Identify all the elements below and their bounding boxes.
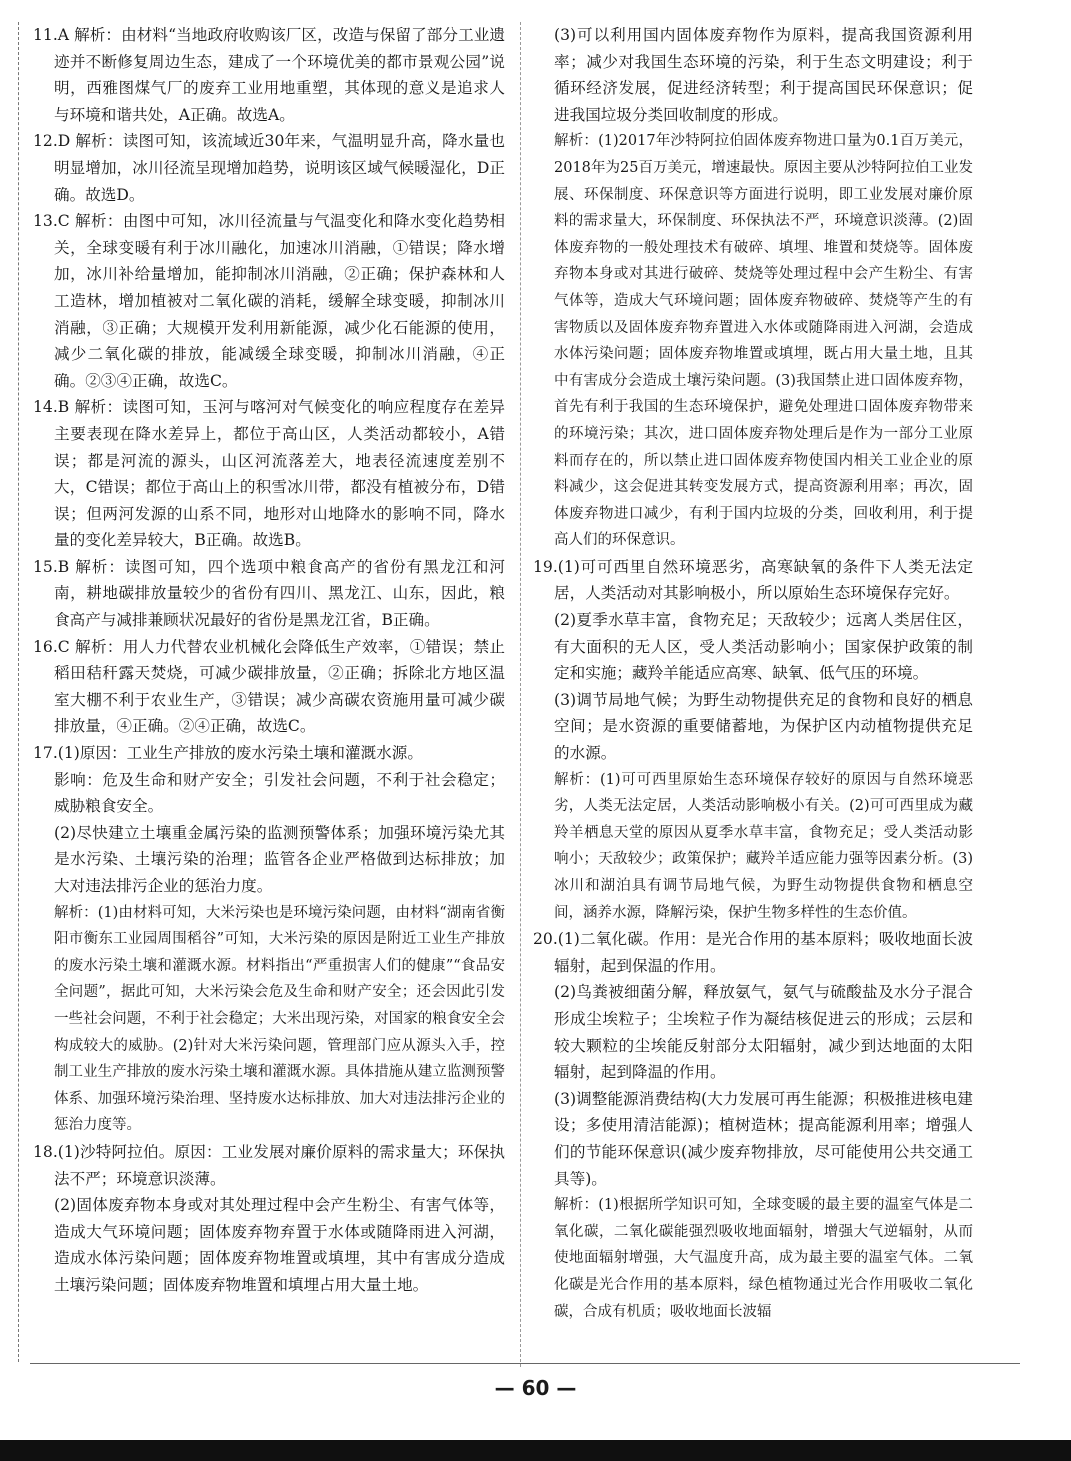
binding-margin-line <box>18 22 19 1362</box>
page-number-value: 60 <box>521 1376 550 1400</box>
left-column-paragraph: 13.C 解析：由图中可知，冰川径流量与气温变化和降水变化趋势相关，全球变暖有利于冰川融化，加速冰川消融，①错误；降水增加，冰川补给量增加，能抑制冰川消融，②正确；保护森林和人工造林，增加植被对二氧化碳的消耗，缓解全球变暖，抑制冰川消融，③正确；大规模开发利用新能源，减少化石能源的使用，减少二氧化碳的排放，能减缓全球变暖，抑制冰川消融，④正确。②③④正确，故选C。 <box>33 212 505 390</box>
right-column-paragraph: (2)鸟粪被细菌分解，释放氨气，氨气与硫酸盐及水分子混合形成尘埃粒子；尘埃粒子作为凝结核促进云的形成；云层和较大颗粒的尘埃能反射部分太阳辐射，减少到达地面的太阳辐射，起到降温的作用。 <box>554 983 973 1082</box>
left-column-paragraph: 15.B 解析：读图可知，四个选项中粮食高产的省份有黑龙江和河南，耕地碳排放量较少的省份有四川、黑龙江、山东，因此，粮食高产与减排兼顾状况最好的省份是黑龙江省，B正确。 <box>33 557 505 630</box>
left-column-paragraph: 18.(1)沙特阿拉伯。原因：工业发展对廉价原料的需求量大；环保执法不严；环境意识淡薄。 <box>33 1142 505 1188</box>
right-column-paragraph: 解析：(1)可可西里原始生态环境保存较好的原因与自然环境恶劣，人类无法定居，人类活动影响极小有关。(2)可可西里成为藏羚羊栖息天堂的原因从夏季水草丰富，食物充足；受人类活动影响小；天敌较少；政策保护；藏羚羊适应能力强等因素分析。(3)冰川和湖泊具有调节局地气候，为野生动物提供食物和栖息空间，涵养水源，降解污染，保护生物多样性的生态价值。 <box>554 771 973 921</box>
left-column-paragraph: (2)尽快建立土壤重金属污染的监测预警体系；加强环境污染尤其是水污染、土壤污染的治理；监管各企业严格做到达标排放；加大对违法排污企业的惩治力度。 <box>54 823 505 895</box>
right-column-paragraph: (2)夏季水草丰富，食物充足；天敌较少；远离人类居住区，有大面积的无人区，受人类活动影响小；国家保护政策的制定和实施；藏羚羊能适应高寒、缺氧、低气压的环境。 <box>554 611 973 683</box>
left-column <box>33 22 505 1299</box>
right-column-paragraph: 20.(1)二氧化碳。作用：是光合作用的基本原料；吸收地面长波辐射，起到保温的作用。 <box>533 930 973 975</box>
left-column-paragraph: 11.A 解析：由材料“当地政府收购该厂区，改造与保留了部分工业遗迹并不断修复周边生态，建成了一个环境优美的都市景观公园”说明，西雅图煤气厂的废弃工业用地重塑，其体现的意义是追求人与环境和谐共处，A正确。故选A。 <box>33 26 505 124</box>
left-column-paragraph: 12.D 解析：读图可知，该流域近30年来，气温明显升高，降水量也明显增加，冰川径流呈现增加趋势，说明该区域气候暖湿化，D正确。故选D。 <box>33 132 505 204</box>
right-column-paragraph: (3)调整能源消费结构(大力发展可再生能源；积极推进核电建设；多使用清洁能源)；植树造林；提高能源利用率；增强人们的节能环保意识(减少废弃物排放，尽可能使用公共交通工具等)。 <box>554 1089 973 1188</box>
scan-bottom-band <box>0 1440 1071 1461</box>
right-column-paragraph: (3)调节局地气候；为野生动物提供充足的食物和良好的栖息空间；是水资源的重要储蓄地，为保护区内动植物提供充足的水源。 <box>554 690 973 763</box>
left-column-paragraph: 16.C 解析：用人力代替农业机械化会降低生产效率，①错误；禁止稻田秸秆露天焚烧，可减少碳排放量，②正确；拆除北方地区温室大棚不利于农业生产，③错误；减少高碳农资施用量可减少碳排放量，④正确。②④正确，故选C。 <box>33 637 505 736</box>
left-column-paragraph: 17.(1)原因：工业生产排放的废水污染土壤和灌溉水源。 <box>33 744 423 763</box>
right-column-paragraph: 解析：(1)根据所学知识可知，全球变暖的最主要的温室气体是二氧化碳，二氧化碳能强烈吸收地面辐射，增强大气逆辐射，从而使地面辐射增强，大气温度升高，成为最主要的温室气体。二氧化碳是光合作用的基本原料，绿色植物通过光合作用吸收二氧化碳，合成有机质；吸收地面长波辐 <box>554 1197 973 1320</box>
left-column-paragraph: (2)固体废弃物本身或对其处理过程中会产生粉尘、有害气体等，造成大气环境问题；固体废弃物弃置于水体或随降雨进入河湖，造成水体污染问题；固体废弃物堆置或填埋，其中有害成分造成土壤污染问题；固体废弃物堆置和填埋占用大量土地。 <box>54 1196 505 1294</box>
left-column-paragraph: 影响：危及生命和财产安全；引发社会问题，不利于社会稳定；威胁粮食安全。 <box>54 770 505 816</box>
left-column-paragraph: 14.B 解析：读图可知，玉河与喀河对气候变化的响应程度存在差异主要表现在降水差异上，都位于高山区，人类活动都较小，A错误；都是河流的源头，山区河流落差大，地表径流速度差别不大，C错误；都位于高山上的积雪冰川带，都没有植被分布，D错误；但两河发源的山系不同，地形对山地降水的影响不同，降水量的变化差异较大，B正确。故选B。 <box>33 398 505 550</box>
right-column <box>533 22 973 1325</box>
page-number: — 60 — <box>494 1376 577 1400</box>
right-column-paragraph: 解析：(1)2017年沙特阿拉伯固体废弃物进口量为0.1百万美元，2018年为25百万美元，增速最快。原因主要从沙特阿拉伯工业发展、环保制度、环保意识等方面进行说明，即工业发展对廉价原料的需求量大，环保制度、环保执法不严，环境意识淡薄。(2)固体废弃物的一般处理技术有破碎、填埋、堆置和焚烧等。固体废弃物本身或对其进行破碎、焚烧等处理过程中会产生粉尘、有害气体等，造成大气环境问题；固体废弃物破碎、焚烧等产生的有害物质以及固体废弃物弃置进入水体或随降雨进入河湖，会造成水体污染问题；固体废弃物堆置或填埋，既占用大量土地，且其中有害成分会造成土壤污染问题。(3)我国禁止进口固体废弃物，首先有利于我国的生态环境保护，避免处理进口固体废弃物带来的环境污染；其次，进口固体废弃物处理后是作为一部分工业原料而存在的，所以禁止进口固体废弃物使国内相关工业企业的原料减少，这会促进其转变发展方式，提高资源利用率；再次，固体废弃物进口减少，有利于国内垃圾的分类，回收利用，利于提高人们的环保意识。 <box>554 133 973 549</box>
right-column-paragraph: 19.(1)可可西里自然环境恶劣，高寒缺氧的条件下人类无法定居，人类活动对其影响极小，所以原始生态环境保存完好。 <box>533 557 973 603</box>
footer-rule <box>30 1363 1020 1364</box>
left-column-paragraph: 解析：(1)由材料可知，大米污染也是环境污染问题，由材料“湖南省衡阳市衡东工业园周围稻谷”可知，大米污染的原因是附近工业生产排放的废水污染土壤和灌溉水源。材料指出“严重损害人们的健康”“食品安全问题”，据此可知，大米污染会危及生命和财产安全；还会因此引发一些社会问题，不利于社会稳定；大米出现污染，对国家的粮食安全会构成较大的威胁。(2)针对大米污染问题，管理部门应从源头入手，控制工业生产排放的废水污染土壤和灌溉水源。具体措施从建立监测预警体系、加强环境污染治理、坚持废水达标排放、加大对违法排污企业的惩治力度等。 <box>54 904 505 1134</box>
column-divider <box>520 22 521 1367</box>
right-column-paragraph: (3)可以利用国内固体废弃物作为原料，提高我国资源利用率；减少对我国生态环境的污染，利于生态文明建设；利于循环经济发展，促进经济转型；利于提高国民环保意识；促进我国垃圾分类回收制度的形成。 <box>554 26 973 124</box>
